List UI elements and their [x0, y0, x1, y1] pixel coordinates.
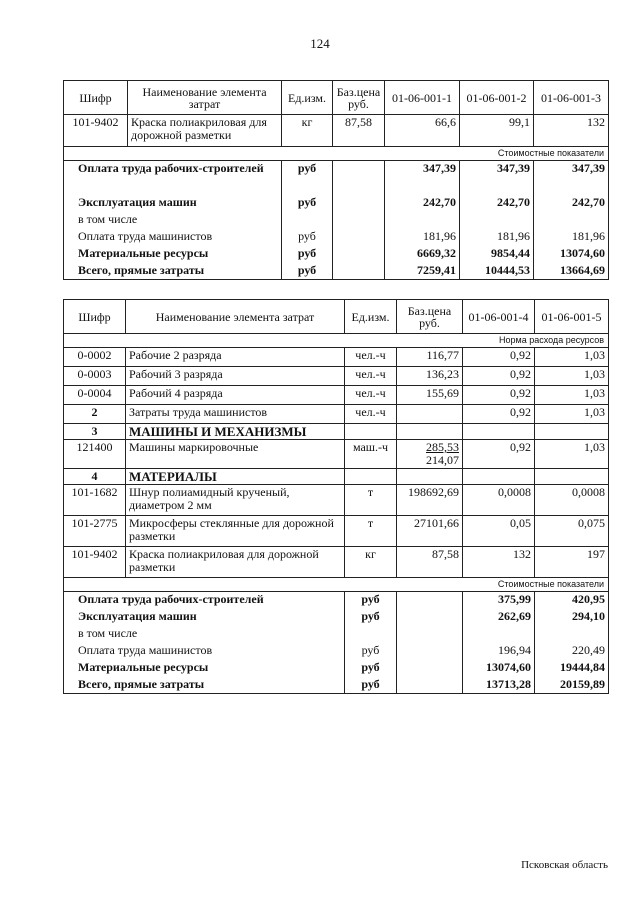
header-row: [64, 81, 609, 115]
header-col-5: 01-06-001-5: [535, 300, 609, 334]
summary-label: Оплата труда рабочих-строителей: [64, 592, 345, 609]
cell-value: 0,075: [535, 516, 609, 547]
section-label: Стоимостные показатели: [64, 147, 609, 161]
cell-base-price: [397, 405, 463, 424]
cell-code: 0-0004: [64, 386, 126, 405]
cell-code: 0-0003: [64, 367, 126, 386]
summary-empty: [282, 212, 333, 229]
summary-empty: [535, 626, 609, 643]
cell-base-price: 136,23: [397, 367, 463, 386]
cell-unit: чел.-ч: [345, 348, 397, 367]
table-row: [64, 386, 609, 405]
header-col-3: 01-06-001-3: [534, 81, 609, 115]
header-name: Наименование элемента затрат: [126, 300, 345, 334]
cell-unit: кг: [345, 547, 397, 578]
summary-empty: [385, 212, 460, 229]
section-heading-row: [64, 424, 609, 440]
cell-unit: чел.-ч: [345, 386, 397, 405]
cell-value: 1,03: [535, 367, 609, 386]
cell-empty: [535, 424, 609, 440]
table-row: [64, 405, 609, 424]
section-heading: МАТЕРИАЛЫ: [126, 469, 345, 485]
summary-empty: [333, 195, 385, 212]
summary-value: 13664,69: [534, 263, 609, 280]
cell-name: Рабочие 2 разряда: [126, 348, 345, 367]
summary-value: 347,39: [385, 161, 460, 195]
section-row: [64, 147, 609, 161]
summary-value: 181,96: [385, 229, 460, 246]
cell-value: 0,92: [463, 367, 535, 386]
base-price-line-1: 285,53: [426, 440, 459, 454]
cell-value: 132: [534, 115, 609, 147]
cell-name: Микросферы стеклянные для дорожной разметки: [126, 516, 345, 547]
cell-value: 1,03: [535, 348, 609, 367]
summary-empty: [333, 246, 385, 263]
summary-empty: [333, 212, 385, 229]
summary-value: 10444,53: [460, 263, 534, 280]
summary-value: 9854,44: [460, 246, 534, 263]
summary-row: [64, 263, 609, 280]
cell-name: Рабочий 3 разряда: [126, 367, 345, 386]
summary-empty: [333, 229, 385, 246]
cell-empty: [345, 469, 397, 485]
cell-code: 2: [64, 405, 126, 424]
summary-row: [64, 195, 609, 212]
cell-value: 99,1: [460, 115, 534, 147]
summary-empty: [333, 161, 385, 195]
summary-unit: руб: [345, 592, 397, 609]
header-base-price: Баз.цена руб.: [333, 81, 385, 115]
summary-row: [64, 643, 609, 660]
summary-empty: [345, 626, 397, 643]
summary-label: Оплата труда рабочих-строителей: [64, 161, 282, 195]
summary-unit: руб: [282, 229, 333, 246]
cell-unit: т: [345, 516, 397, 547]
summary-value: 242,70: [460, 195, 534, 212]
cell-name: Краска полиакриловая для дорожной разметки: [126, 547, 345, 578]
summary-value: 19444,84: [535, 660, 609, 677]
cell-value: 1,03: [535, 440, 609, 469]
summary-label: Оплата труда машинистов: [64, 229, 282, 246]
summary-label: Всего, прямые затраты: [64, 263, 282, 280]
cell-value: 1,03: [535, 386, 609, 405]
section-heading: МАШИНЫ И МЕХАНИЗМЫ: [126, 424, 345, 440]
table-row: [64, 547, 609, 578]
summary-unit: руб: [345, 660, 397, 677]
cell-code: 121400: [64, 440, 126, 469]
section-label: Стоимостные показатели: [64, 578, 609, 592]
summary-value: 7259,41: [385, 263, 460, 280]
cell-value: 197: [535, 547, 609, 578]
summary-unit: руб: [282, 263, 333, 280]
summary-row: [64, 677, 609, 694]
summary-label: Эксплуатация машин: [64, 195, 282, 212]
summary-row: [64, 229, 609, 246]
cell-base-price: 27101,66: [397, 516, 463, 547]
summary-value: 242,70: [385, 195, 460, 212]
base-price-line-2: 214,07: [426, 453, 459, 467]
summary-value: 13713,28: [463, 677, 535, 694]
summary-value: 242,70: [534, 195, 609, 212]
summary-unit: руб: [282, 195, 333, 212]
cell-code: 101-2775: [64, 516, 126, 547]
cell-value: 66,6: [385, 115, 460, 147]
summary-unit: руб: [345, 643, 397, 660]
header-code: Шифр: [64, 300, 126, 334]
summary-label: в том числе: [64, 212, 282, 229]
section-row: [64, 578, 609, 592]
cell-empty: [535, 469, 609, 485]
footer-region: Псковская область: [521, 859, 608, 871]
section-code: 4: [64, 469, 126, 485]
cell-name: Машины маркировочные: [126, 440, 345, 469]
resource-table-1: [63, 80, 609, 280]
summary-empty: [460, 212, 534, 229]
cell-value: 132: [463, 547, 535, 578]
cell-code: 101-9402: [64, 547, 126, 578]
summary-empty: [333, 263, 385, 280]
summary-empty: [397, 660, 463, 677]
cell-value: 1,03: [535, 405, 609, 424]
cell-value: 0,92: [463, 348, 535, 367]
cell-name: Шнур полиамидный крученый, диаметром 2 мм: [126, 485, 345, 516]
cell-name: Краска полиакриловая для дорожной разметки: [128, 115, 282, 147]
summary-empty: [397, 592, 463, 609]
header-col-4: 01-06-001-4: [463, 300, 535, 334]
summary-row: [64, 660, 609, 677]
summary-value: 347,39: [534, 161, 609, 195]
cell-empty: [463, 469, 535, 485]
summary-label: Оплата труда машинистов: [64, 643, 345, 660]
cell-empty: [397, 424, 463, 440]
header-unit: Ед.изм.: [345, 300, 397, 334]
summary-unit: руб: [282, 161, 333, 195]
section-heading-row: [64, 469, 609, 485]
summary-value: 347,39: [460, 161, 534, 195]
section-row: [64, 334, 609, 348]
summary-value: 196,94: [463, 643, 535, 660]
cell-base-price: 198692,69: [397, 485, 463, 516]
summary-value: 262,69: [463, 609, 535, 626]
summary-empty: [397, 609, 463, 626]
table-row: [64, 440, 609, 469]
cell-empty: [463, 424, 535, 440]
table-row: [64, 115, 609, 147]
cell-unit: чел.-ч: [345, 367, 397, 386]
summary-row: [64, 592, 609, 609]
cell-base-price: 87,58: [397, 547, 463, 578]
summary-label: Материальные ресурсы: [64, 246, 282, 263]
cell-empty: [397, 469, 463, 485]
summary-empty: [534, 212, 609, 229]
summary-empty: [397, 643, 463, 660]
cell-name: Затраты труда машинистов: [126, 405, 345, 424]
summary-label: в том числе: [64, 626, 345, 643]
section-code: 3: [64, 424, 126, 440]
summary-label: Всего, прямые затраты: [64, 677, 345, 694]
summary-label: Материальные ресурсы: [64, 660, 345, 677]
header-code: Шифр: [64, 81, 128, 115]
cell-code: 101-1682: [64, 485, 126, 516]
table-row: [64, 348, 609, 367]
resource-table-2: [63, 299, 609, 694]
summary-row: [64, 212, 609, 229]
summary-empty: [397, 677, 463, 694]
cell-code: 0-0002: [64, 348, 126, 367]
cell-unit: т: [345, 485, 397, 516]
summary-value: 181,96: [534, 229, 609, 246]
cell-value: 0,92: [463, 440, 535, 469]
summary-row: [64, 626, 609, 643]
page-number: 124: [310, 36, 330, 51]
summary-row: [64, 609, 609, 626]
summary-unit: руб: [345, 677, 397, 694]
summary-value: 6669,32: [385, 246, 460, 263]
summary-value: 13074,60: [463, 660, 535, 677]
cell-base-price: 116,77: [397, 348, 463, 367]
summary-value: 420,95: [535, 592, 609, 609]
cell-base-price: [397, 440, 463, 469]
cell-code: 101-9402: [64, 115, 128, 147]
header-unit: Ед.изм.: [282, 81, 333, 115]
header-row: [64, 300, 609, 334]
cell-base-price: 155,69: [397, 386, 463, 405]
header-name: Наименование элемента затрат: [128, 81, 282, 115]
cell-value: 0,05: [463, 516, 535, 547]
cell-unit: кг: [282, 115, 333, 147]
cell-base-price: 87,58: [333, 115, 385, 147]
table-row: [64, 485, 609, 516]
summary-value: 13074,60: [534, 246, 609, 263]
cell-value: 0,0008: [463, 485, 535, 516]
summary-empty: [397, 626, 463, 643]
table-row: [64, 516, 609, 547]
cell-unit: чел.-ч: [345, 405, 397, 424]
norm-label: Норма расхода ресурсов: [64, 334, 609, 348]
summary-unit: руб: [345, 609, 397, 626]
cell-unit: маш.-ч: [345, 440, 397, 469]
cell-empty: [345, 424, 397, 440]
summary-value: 20159,89: [535, 677, 609, 694]
cell-value: 0,0008: [535, 485, 609, 516]
header-col-2: 01-06-001-2: [460, 81, 534, 115]
cell-value: 0,92: [463, 405, 535, 424]
summary-unit: руб: [282, 246, 333, 263]
summary-value: 181,96: [460, 229, 534, 246]
table-row: [64, 367, 609, 386]
header-col-1: 01-06-001-1: [385, 81, 460, 115]
summary-value: 294,10: [535, 609, 609, 626]
summary-value: 375,99: [463, 592, 535, 609]
summary-label: Эксплуатация машин: [64, 609, 345, 626]
summary-row: [64, 161, 609, 195]
cell-value: 0,92: [463, 386, 535, 405]
cell-name: Рабочий 4 разряда: [126, 386, 345, 405]
summary-value: 220,49: [535, 643, 609, 660]
header-base-price: Баз.цена руб.: [397, 300, 463, 334]
summary-row: [64, 246, 609, 263]
summary-empty: [463, 626, 535, 643]
